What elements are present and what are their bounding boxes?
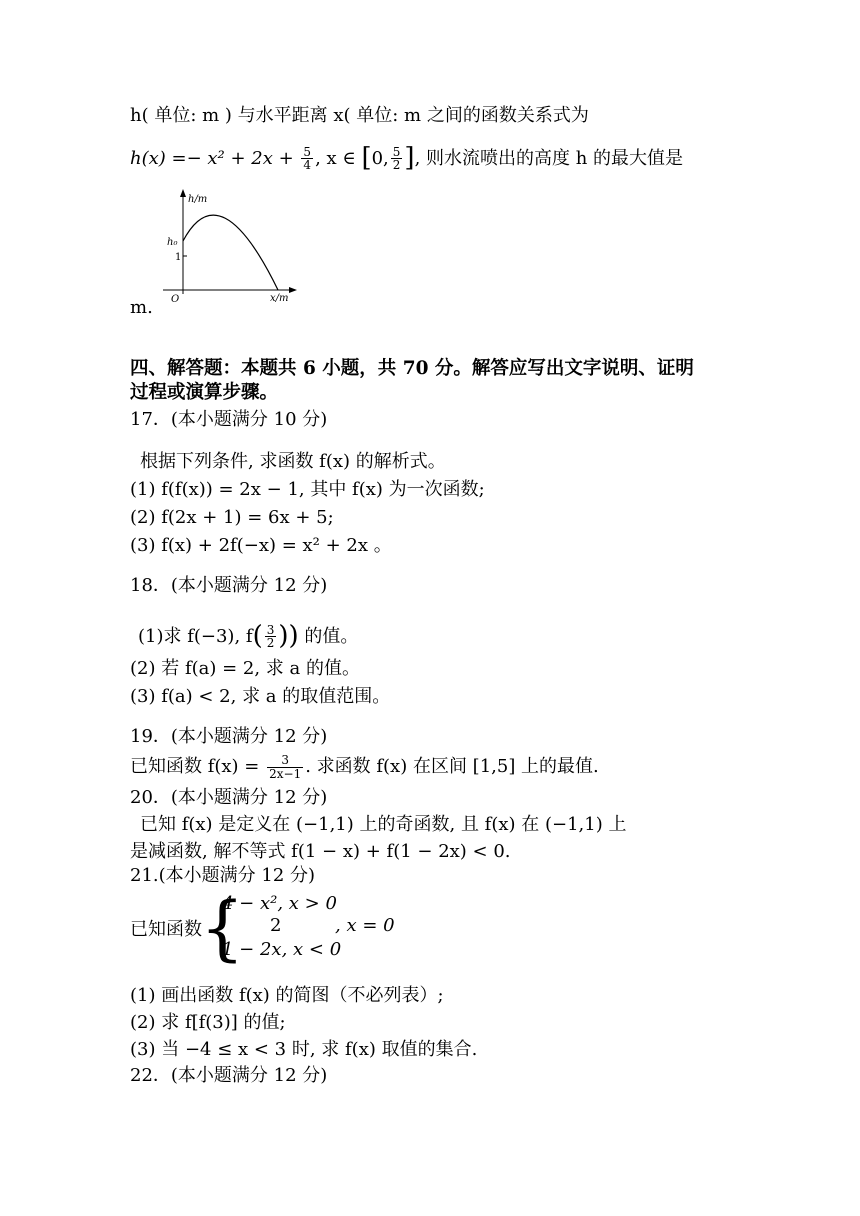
q20-line1: 已知 f(x) 是定义在 (−1,1) 上的奇函数, 且 f(x) 在 (−1,1) 上 — [140, 814, 627, 835]
q21-label: 已知函数 — [130, 919, 202, 940]
q19-title: 19．(本小题满分 12 分) — [130, 726, 328, 747]
domain-prefix: , x ∈ — [315, 147, 362, 169]
q19-body: 已知函数 f(x) = $\frac{3}{2x-1}$ . 求函数 f(x) 在区间 [1,5] 上的最值. — [130, 753, 599, 781]
fraction-5-4: $\frac{5}{4}$ — [303, 144, 312, 173]
one-label: 1 — [175, 252, 182, 263]
fraction-3-over-2x-1: $\frac{3}{2x-1}$ — [269, 753, 302, 781]
formula-line-2: h(x) =− x² + 2x + $\frac{5}{4}$ , x ∈ [0, $\frac{5}{2}$ ], 则水流喷出的高度 h 的最大值是 — [130, 143, 684, 173]
q18-part2: (2) 若 f(a) = 2, 求 a 的值。 — [130, 658, 360, 679]
h0-label: h₀ — [167, 237, 178, 248]
parabola-graph — [160, 186, 300, 306]
x-axis-label: x/m — [270, 293, 289, 304]
case-zero-value: 2 — [270, 915, 282, 936]
q17-part2: (2) f(2x + 1) = 6x + 5; — [130, 507, 334, 528]
piecewise-function — [130, 887, 430, 969]
q21-title: 21.(本小题满分 12 分) — [130, 865, 316, 886]
q18-title: 18．(本小题满分 12 分) — [130, 575, 328, 596]
q17-title: 17．(本小题满分 10 分) — [130, 409, 328, 430]
interval-start: 0, — [371, 147, 389, 169]
q17-intro: 根据下列条件, 求函数 f(x) 的解析式。 — [140, 451, 446, 472]
case-negative: 1 − 2x, x < 0 — [222, 939, 342, 960]
text-line-1: h( 单位: m ) 与水平距离 x( 单位: m 之间的函数关系式为 — [130, 105, 589, 126]
q17-part1: (1) f(f(x)) = 2x − 1, 其中 f(x) 为一次函数; — [130, 479, 485, 500]
section-4-heading-cont: 过程或演算步骤。 — [130, 382, 279, 403]
brace: { — [200, 887, 245, 969]
q20-title: 20．(本小题满分 12 分) — [130, 787, 328, 808]
fraction-3-2: $\frac{3}{2}$ — [266, 622, 275, 651]
q21-part2: (2) 求 f[f(3)] 的值; — [130, 1012, 286, 1033]
case-zero: , x = 0 — [335, 915, 395, 936]
fraction-5-2: $\frac{5}{2}$ — [392, 144, 401, 173]
y-axis-label: h/m — [188, 194, 208, 205]
origin-label: O — [171, 294, 180, 305]
q21-part1: (1) 画出函数 f(x) 的简图（不必列表）; — [130, 985, 444, 1006]
max-height-question: , 则水流喷出的高度 h 的最大值是 — [414, 147, 684, 169]
h-function: h(x) =− x² + 2x + — [130, 147, 300, 169]
q21-part3: (3) 当 −4 ≤ x < 3 时, 求 f(x) 取值的集合. — [130, 1039, 478, 1060]
q17-part3: (3) f(x) + 2f(−x) = x² + 2x 。 — [130, 535, 392, 556]
q18-part1: (1)求 f(−3), f( $\frac{3}{2}$ )) 的值。 — [138, 621, 359, 651]
q20-line2: 是减函数, 解不等式 f(1 − x) + f(1 − 2x) < 0. — [130, 841, 511, 862]
q22-title: 22．(本小题满分 12 分) — [130, 1065, 328, 1086]
q18-part3: (3) f(a) < 2, 求 a 的取值范围。 — [130, 686, 391, 707]
section-4-heading: 四、解答题：本题共 6 小题，共 70 分。解答应写出文字说明、证明 — [130, 358, 694, 379]
unit-m: m. — [130, 297, 153, 318]
case-positive: 4 − x², x > 0 — [222, 893, 337, 914]
